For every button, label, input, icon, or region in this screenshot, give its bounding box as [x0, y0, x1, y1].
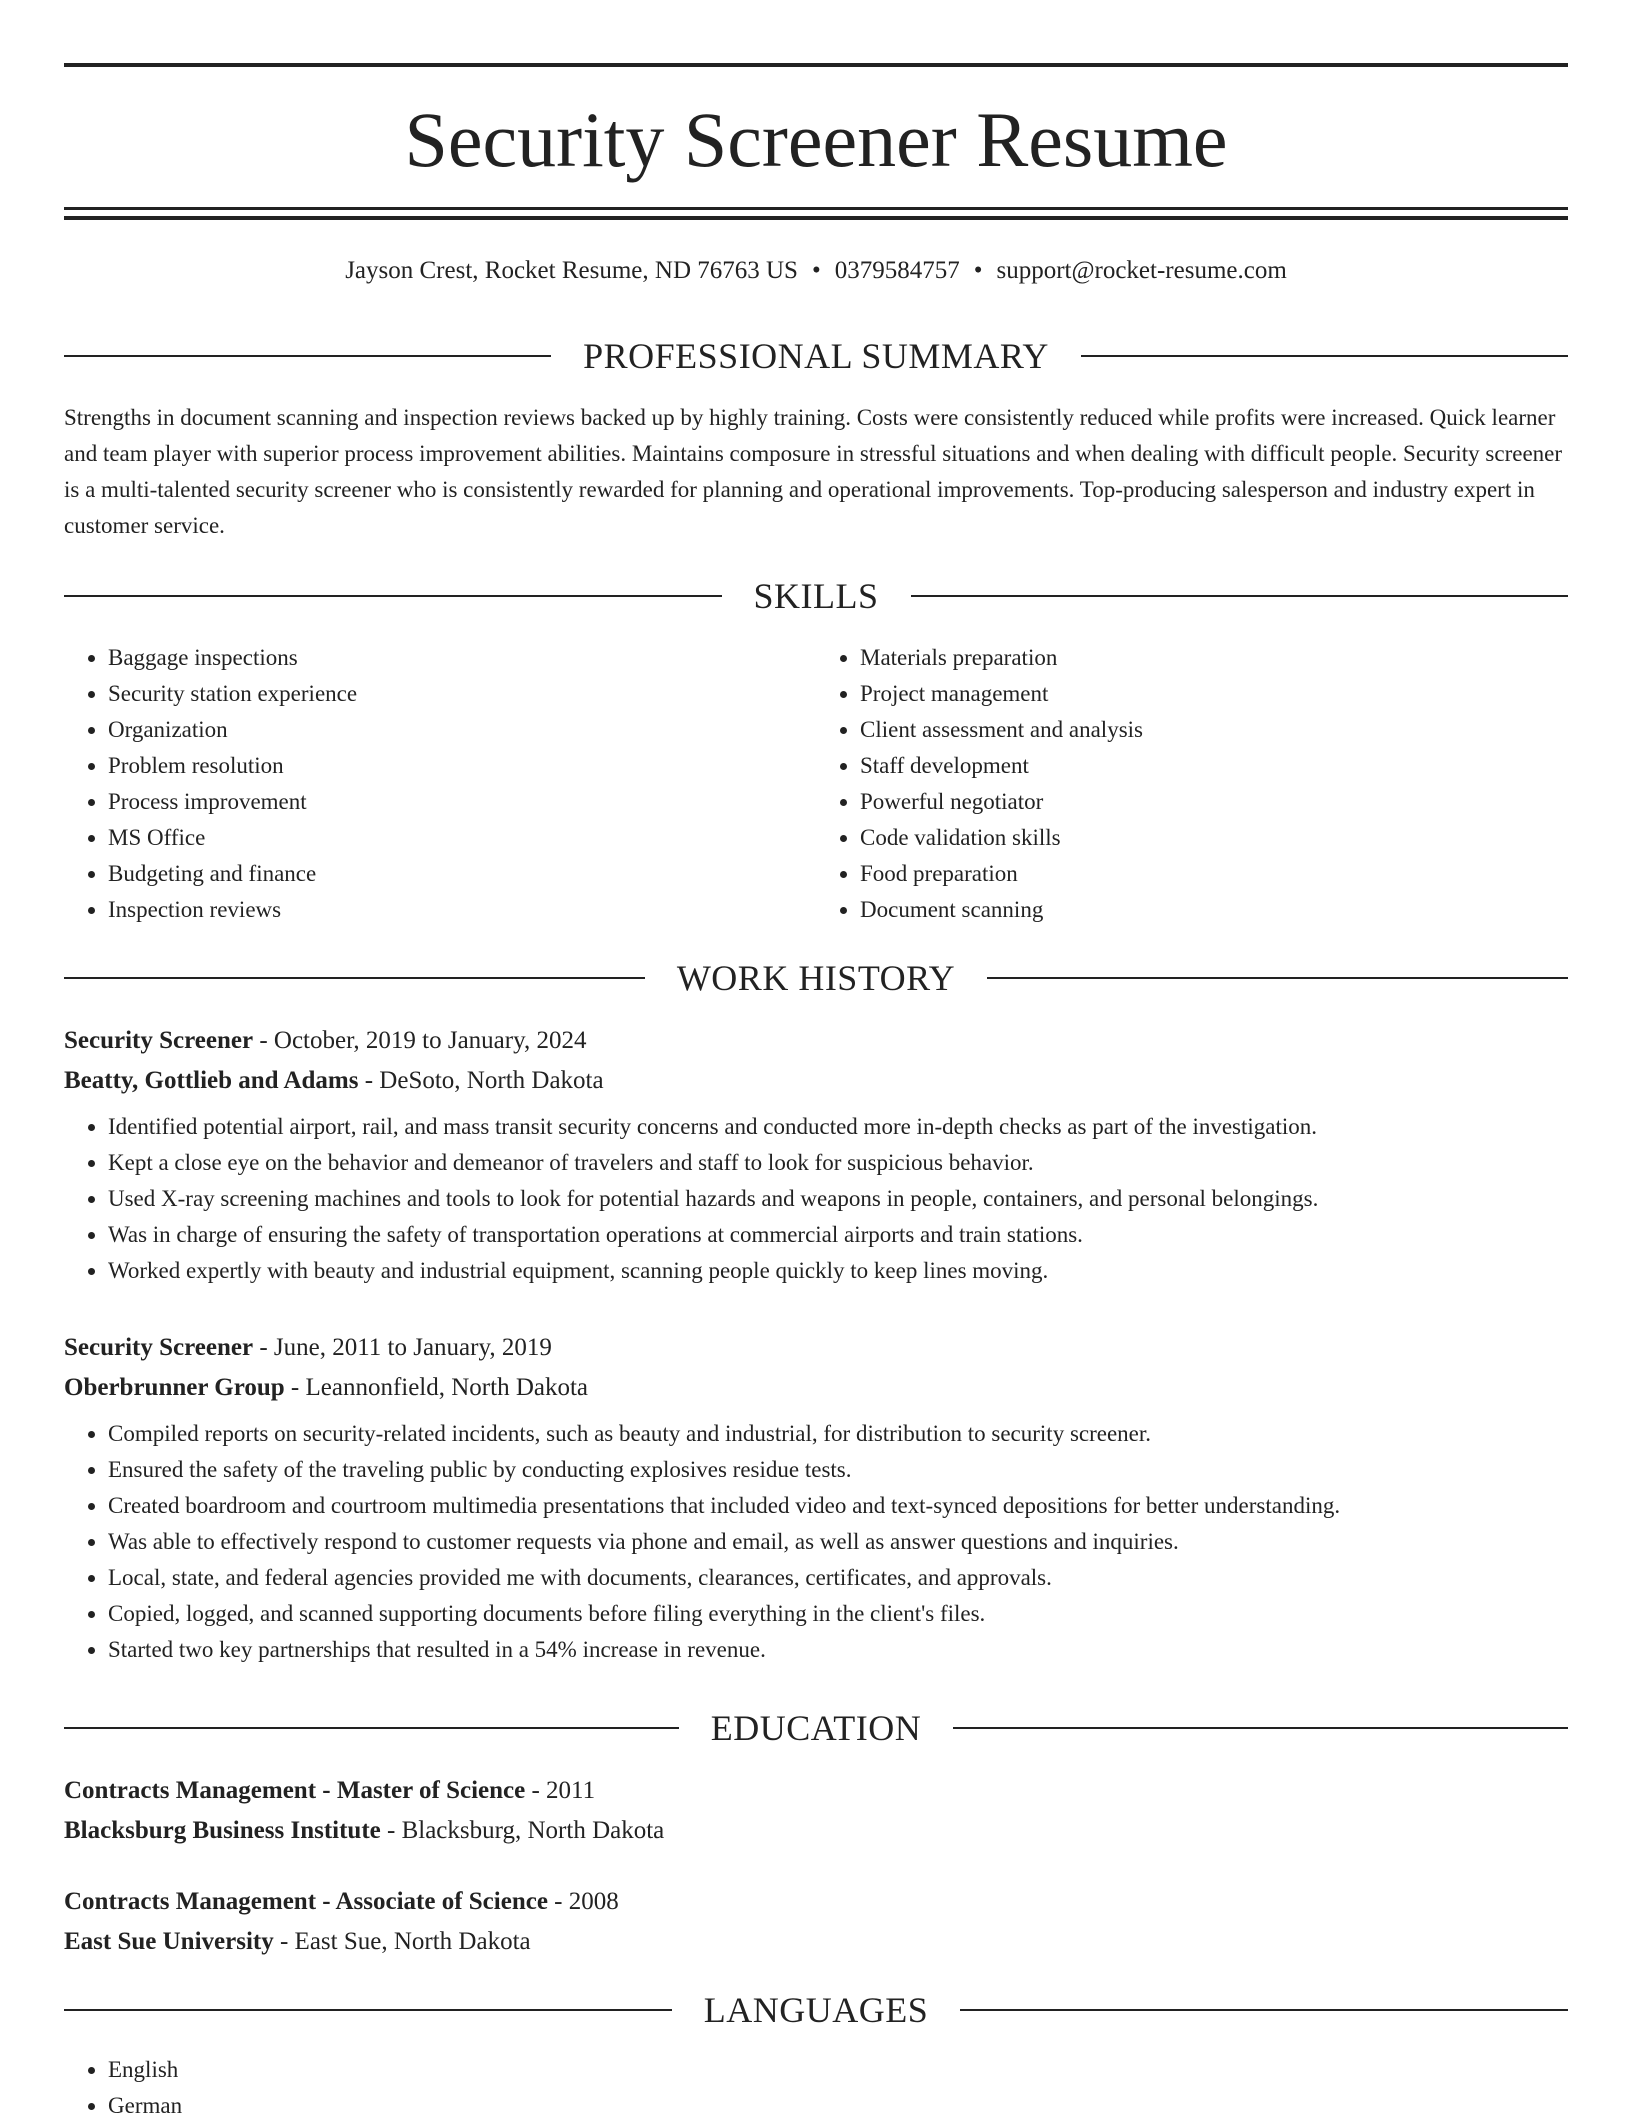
skill-item: • Food preparation: [860, 856, 1568, 892]
job-entry: [64, 1021, 1568, 1289]
education-year: - 2008: [554, 1888, 619, 1915]
languages-list: [64, 2052, 1568, 2124]
job-location: - DeSoto, North Dakota: [364, 1067, 604, 1094]
title-rule-upper: [64, 207, 1568, 210]
education-location: - East Sue, North Dakota: [279, 1928, 531, 1955]
contact-address: Jayson Crest, Rocket Resume, ND 76763 US: [345, 257, 798, 284]
section-rule: [987, 977, 1568, 979]
job-bullet: • Started two key partnerships that resulted in a 54% increase in revenue.: [108, 1632, 1568, 1668]
job-bullet: • Copied, logged, and scanned supporting documents before filing everything in the client's files.: [108, 1596, 1568, 1632]
education-degree: Contracts Management - Associate of Science: [64, 1888, 548, 1915]
section-rule: [64, 1727, 679, 1729]
skill-item: • Materials preparation: [860, 640, 1568, 676]
job-title: Security Screener: [64, 1027, 254, 1054]
education-location: - Blacksburg, North Dakota: [387, 1817, 665, 1844]
job-bullet: • Worked expertly with beauty and industrial equipment, scanning people quickly to keep lines moving.: [108, 1253, 1568, 1289]
job-bullet: • Identified potential airport, rail, and mass transit security concerns and conducted more in-depth checks as part of the investigation.: [108, 1109, 1568, 1145]
section-header-work: [64, 956, 1568, 1000]
contact-line: [64, 254, 1568, 288]
skill-item: • Project management: [860, 676, 1568, 712]
language-item: • German: [108, 2088, 1568, 2124]
skill-item: • Staff development: [860, 748, 1568, 784]
section-rule: [1081, 355, 1568, 357]
education-school-line: [64, 1922, 1568, 1962]
education-entry: [64, 1771, 1568, 1851]
section-rule: [911, 595, 1569, 597]
job-bullets: [64, 1416, 1568, 1668]
job-dates: - June, 2011 to January, 2019: [259, 1334, 552, 1361]
section-header-summary: [64, 334, 1568, 378]
skill-item: • Baggage inspections: [108, 640, 816, 676]
skills-columns: [64, 640, 1568, 928]
section-rule: [64, 2009, 672, 2011]
job-bullet: • Compiled reports on security-related incidents, such as beauty and industrial, for distribution to security screener.: [108, 1416, 1568, 1452]
section-rule: [64, 595, 722, 597]
job-bullet: • Kept a close eye on the behavior and demeanor of travelers and staff to look for suspicious behavior.: [108, 1145, 1568, 1181]
education-degree-line: [64, 1771, 1568, 1811]
section-title-skills: SKILLS: [753, 576, 879, 616]
education-entry: [64, 1882, 1568, 1962]
language-item: • English: [108, 2052, 1568, 2088]
education-school-line: [64, 1811, 1568, 1851]
education-degree: Contracts Management - Master of Science: [64, 1777, 526, 1804]
job-bullet: • Was in charge of ensuring the safety of transportation operations at commercial airports and train stations.: [108, 1217, 1568, 1253]
summary-text: Strengths in document scanning and inspection reviews backed up by highly training. Costs were consistently reduced while profits were increased. Quick learner and team player with superior process improvement abilities. Maintains composure in stressful situations and when dealing with difficult people. Security screener is a multi-talented security screener who is consistently rewarded for planning and operational improvements. Top-producing salesperson and industry expert in customer service.: [64, 405, 1563, 538]
resume-title: Security Screener Resume: [404, 96, 1228, 183]
job-company-line: [64, 1368, 1568, 1408]
job-company: Beatty, Gottlieb and Adams: [64, 1067, 359, 1094]
job-bullet: • Was able to effectively respond to customer requests via phone and email, as well as answer questions and inquiries.: [108, 1524, 1568, 1560]
education-degree-line: [64, 1882, 1568, 1922]
section-rule: [64, 355, 551, 357]
job-title-line: [64, 1328, 1568, 1368]
skills-list-left: [64, 640, 816, 928]
skill-item: • Inspection reviews: [108, 892, 816, 928]
skills-list-right: [816, 640, 1568, 928]
section-title-languages: LANGUAGES: [703, 1990, 929, 2030]
skill-item: • Problem resolution: [108, 748, 816, 784]
education-year: - 2011: [531, 1777, 596, 1804]
skill-item: • Budgeting and finance: [108, 856, 816, 892]
job-bullet: • Local, state, and federal agencies provided me with documents, clearances, certificates, and approvals.: [108, 1560, 1568, 1596]
section-rule: [64, 977, 645, 979]
job-bullet: • Used X-ray screening machines and tools to look for potential hazards and weapons in people, containers, and personal belongings.: [108, 1181, 1568, 1217]
section-header-skills: [64, 574, 1568, 618]
contact-separator: •: [973, 257, 983, 284]
top-rule: [64, 63, 1568, 67]
job-bullet: • Ensured the safety of the traveling public by conducting explosives residue tests.: [108, 1452, 1568, 1488]
skill-item: • MS Office: [108, 820, 816, 856]
contact-separator: •: [811, 257, 821, 284]
contact-email: support@rocket-resume.com: [996, 257, 1287, 284]
job-company-line: [64, 1061, 1568, 1101]
skill-item: • Process improvement: [108, 784, 816, 820]
job-title: Security Screener: [64, 1334, 254, 1361]
job-title-line: [64, 1021, 1568, 1061]
section-rule: [953, 1727, 1568, 1729]
skill-item: • Client assessment and analysis: [860, 712, 1568, 748]
education-school: East Sue University: [64, 1928, 274, 1955]
skill-item: • Code validation skills: [860, 820, 1568, 856]
skill-item: • Organization: [108, 712, 816, 748]
job-company: Oberbrunner Group: [64, 1374, 285, 1401]
section-title-work: WORK HISTORY: [676, 958, 956, 998]
job-dates: - October, 2019 to January, 2024: [259, 1027, 587, 1054]
skill-item: • Security station experience: [108, 676, 816, 712]
section-title-education: EDUCATION: [710, 1708, 922, 1748]
title-rule-lower: [64, 216, 1568, 220]
education-school: Blacksburg Business Institute: [64, 1817, 381, 1844]
section-header-education: [64, 1706, 1568, 1750]
job-location: - Leannonfield, North Dakota: [290, 1374, 589, 1401]
contact-phone: 0379584757: [834, 257, 960, 284]
section-header-languages: [64, 1988, 1568, 2032]
section-title-summary: PROFESSIONAL SUMMARY: [583, 336, 1049, 376]
job-entry: [64, 1328, 1568, 1668]
job-bullets: [64, 1109, 1568, 1289]
skill-item: • Document scanning: [860, 892, 1568, 928]
job-bullet: • Created boardroom and courtroom multimedia presentations that included video and text-synced depositions for better understanding.: [108, 1488, 1568, 1524]
section-rule: [960, 2009, 1568, 2011]
skill-item: • Powerful negotiator: [860, 784, 1568, 820]
